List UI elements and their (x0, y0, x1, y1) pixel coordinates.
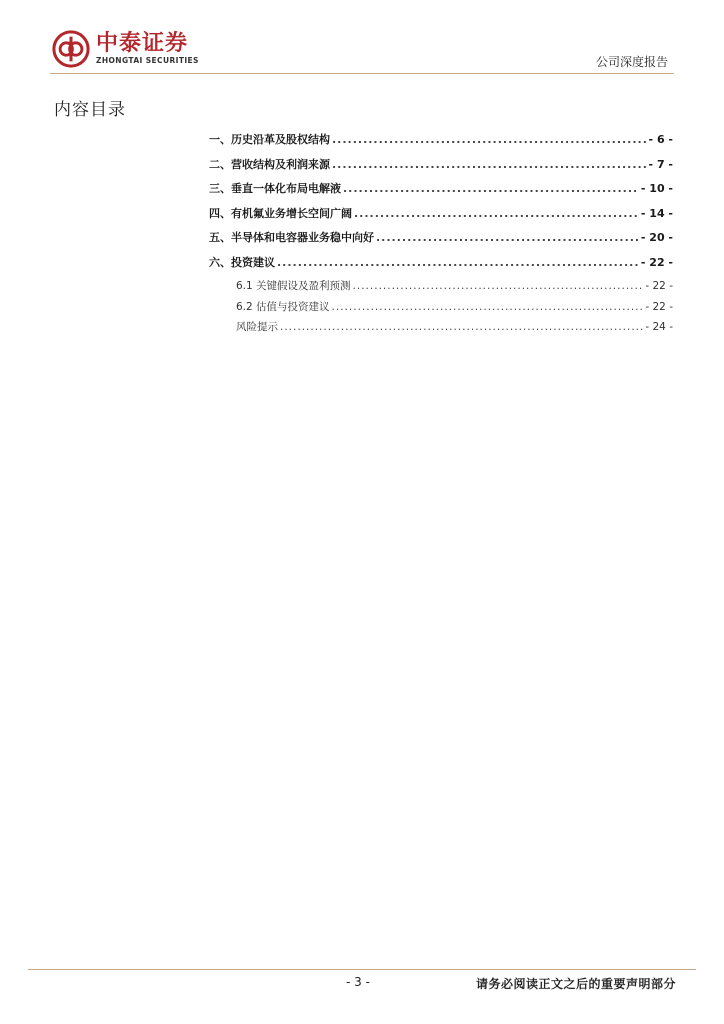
page-number: - 3 - (346, 975, 370, 989)
toc-subentry-label: 6.1 关键假设及盈利预测 (236, 280, 351, 292)
toc-subentry[interactable] (209, 319, 673, 340)
page-header (0, 0, 724, 90)
toc-entry[interactable] (209, 254, 673, 279)
toc-subentry-page: - 22 - (645, 300, 673, 313)
logo-english-name: ZHONGTAI SECURITIES (96, 56, 199, 65)
footer-divider (28, 969, 696, 970)
report-type-label: 公司深度报告 (595, 55, 668, 69)
toc-subentry[interactable] (209, 278, 673, 299)
toc-subentry-label: 6.2 估值与投资建议 (236, 300, 330, 313)
toc-entry-page: - 22 - (640, 255, 673, 269)
logo-chinese-name: 中泰证券 (96, 31, 189, 56)
toc-subentry[interactable] (209, 299, 673, 320)
toc-entry[interactable] (209, 229, 673, 254)
table-of-contents (209, 131, 673, 340)
toc-title: 内容目录 (54, 100, 126, 120)
toc-entry-label: 三、垂直一体化布局电解液 (209, 182, 341, 195)
toc-entry-page: - 14 - (640, 206, 673, 220)
toc-leader-dots (376, 231, 639, 244)
toc-leader-dots (277, 256, 639, 269)
toc-entry-page: - 10 - (640, 182, 673, 195)
toc-entry-label: 五、半导体和电容器业务稳中向好 (209, 231, 374, 244)
toc-entry-label: 二、营收结构及利润来源 (209, 157, 330, 171)
toc-entry-page: - 6 - (648, 133, 673, 146)
toc-leader-dots (332, 301, 644, 313)
toc-subentry-label: 风险提示 (236, 321, 278, 333)
company-logo (52, 30, 199, 68)
toc-entry-page: - 7 - (648, 157, 673, 171)
toc-entry[interactable] (209, 156, 673, 181)
header-divider (50, 73, 674, 74)
toc-leader-dots (280, 321, 643, 333)
toc-entry[interactable] (209, 180, 673, 205)
toc-entry[interactable] (209, 205, 673, 230)
toc-leader-dots (343, 182, 639, 195)
toc-leader-dots (332, 133, 647, 146)
toc-entry-label: 四、有机氟业务增长空间广阔 (209, 206, 352, 220)
toc-entry[interactable] (209, 131, 673, 156)
toc-entry-label: 一、历史沿革及股权结构 (209, 133, 330, 146)
toc-subentry-page: - 24 - (645, 321, 673, 333)
toc-entry-label: 六、投资建议 (209, 255, 275, 269)
toc-subentry-page: - 22 - (645, 280, 673, 292)
toc-entry-page: - 20 - (640, 231, 673, 244)
toc-leader-dots (353, 280, 644, 292)
toc-leader-dots (332, 158, 647, 171)
footer-disclaimer: 请务必阅读正文之后的重要声明部分 (475, 977, 676, 991)
toc-leader-dots (354, 207, 639, 220)
zhongtai-logo-icon (52, 30, 90, 68)
